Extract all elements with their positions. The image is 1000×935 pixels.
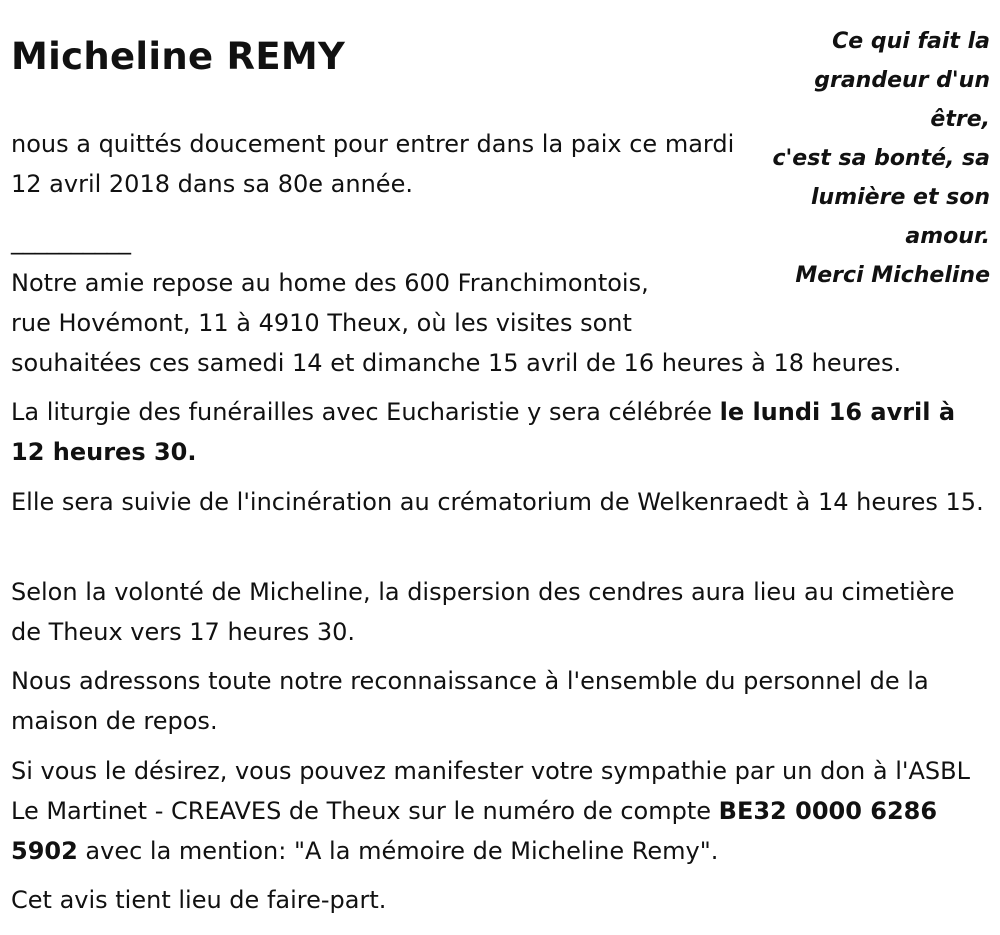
donation-paragraph: [11, 751, 989, 871]
quote-line: lumière et son: [811, 185, 990, 210]
memorial-quote: [730, 22, 990, 295]
thanks-paragraph: Nous adressons toute notre reconnaissance à l'ensemble du personnel de la maison de repos.: [11, 667, 929, 735]
liturgy-date: le lundi 16 avril à 12 heures 30.: [11, 398, 956, 466]
visits-line: souhaitées ces samedi 14 et dimanche 15 avril de 16 heures à 18 heures.: [11, 349, 902, 377]
quote-line: c'est sa bonté, sa: [772, 146, 990, 171]
donation-text: Si vous le désirez, vous pouvez manifester votre sympathie par un don à l'ASBL Le Martinet - CREAVES de Theux sur le numéro de compte: [11, 757, 970, 825]
dispersion-paragraph: Selon la volonté de Micheline, la dispersion des cendres aura lieu au cimetière de Theux vers 17 heures 30.: [11, 578, 955, 646]
quote-line: Merci Micheline: [795, 263, 990, 288]
intro-paragraph: nous a quittés doucement pour entrer dans la paix ce mardi 12 avril 2018 dans sa 80e année.: [11, 130, 735, 198]
visits-line: Notre amie repose au home des 600 Franchimontois,: [11, 269, 649, 297]
quote-line: grandeur d'un: [814, 68, 990, 93]
liturgy-paragraph: [11, 392, 989, 472]
quote-line: amour.: [905, 224, 990, 249]
visits-line: rue Hovémont, 11 à 4910 Theux, où les visites sont: [11, 309, 632, 337]
liturgy-text: La liturgie des funérailles avec Eucharistie y sera célébrée: [11, 398, 720, 426]
bank-account-number: BE32 0000 6286 5902: [11, 797, 938, 865]
cremation-paragraph: Elle sera suivie de l'incinération au crématorium de Welkenraedt à 14 heures 15.: [11, 488, 984, 516]
deceased-name: Micheline REMY: [11, 35, 346, 78]
separator-line: __________: [11, 227, 131, 255]
donation-mention: avec la mention: "A la mémoire de Micheline Remy".: [77, 837, 719, 865]
visits-paragraph: [11, 263, 989, 383]
quote-line: être,: [930, 107, 990, 132]
closing-line: Cet avis tient lieu de faire-part.: [11, 886, 387, 914]
quote-line: Ce qui fait la: [832, 29, 990, 54]
